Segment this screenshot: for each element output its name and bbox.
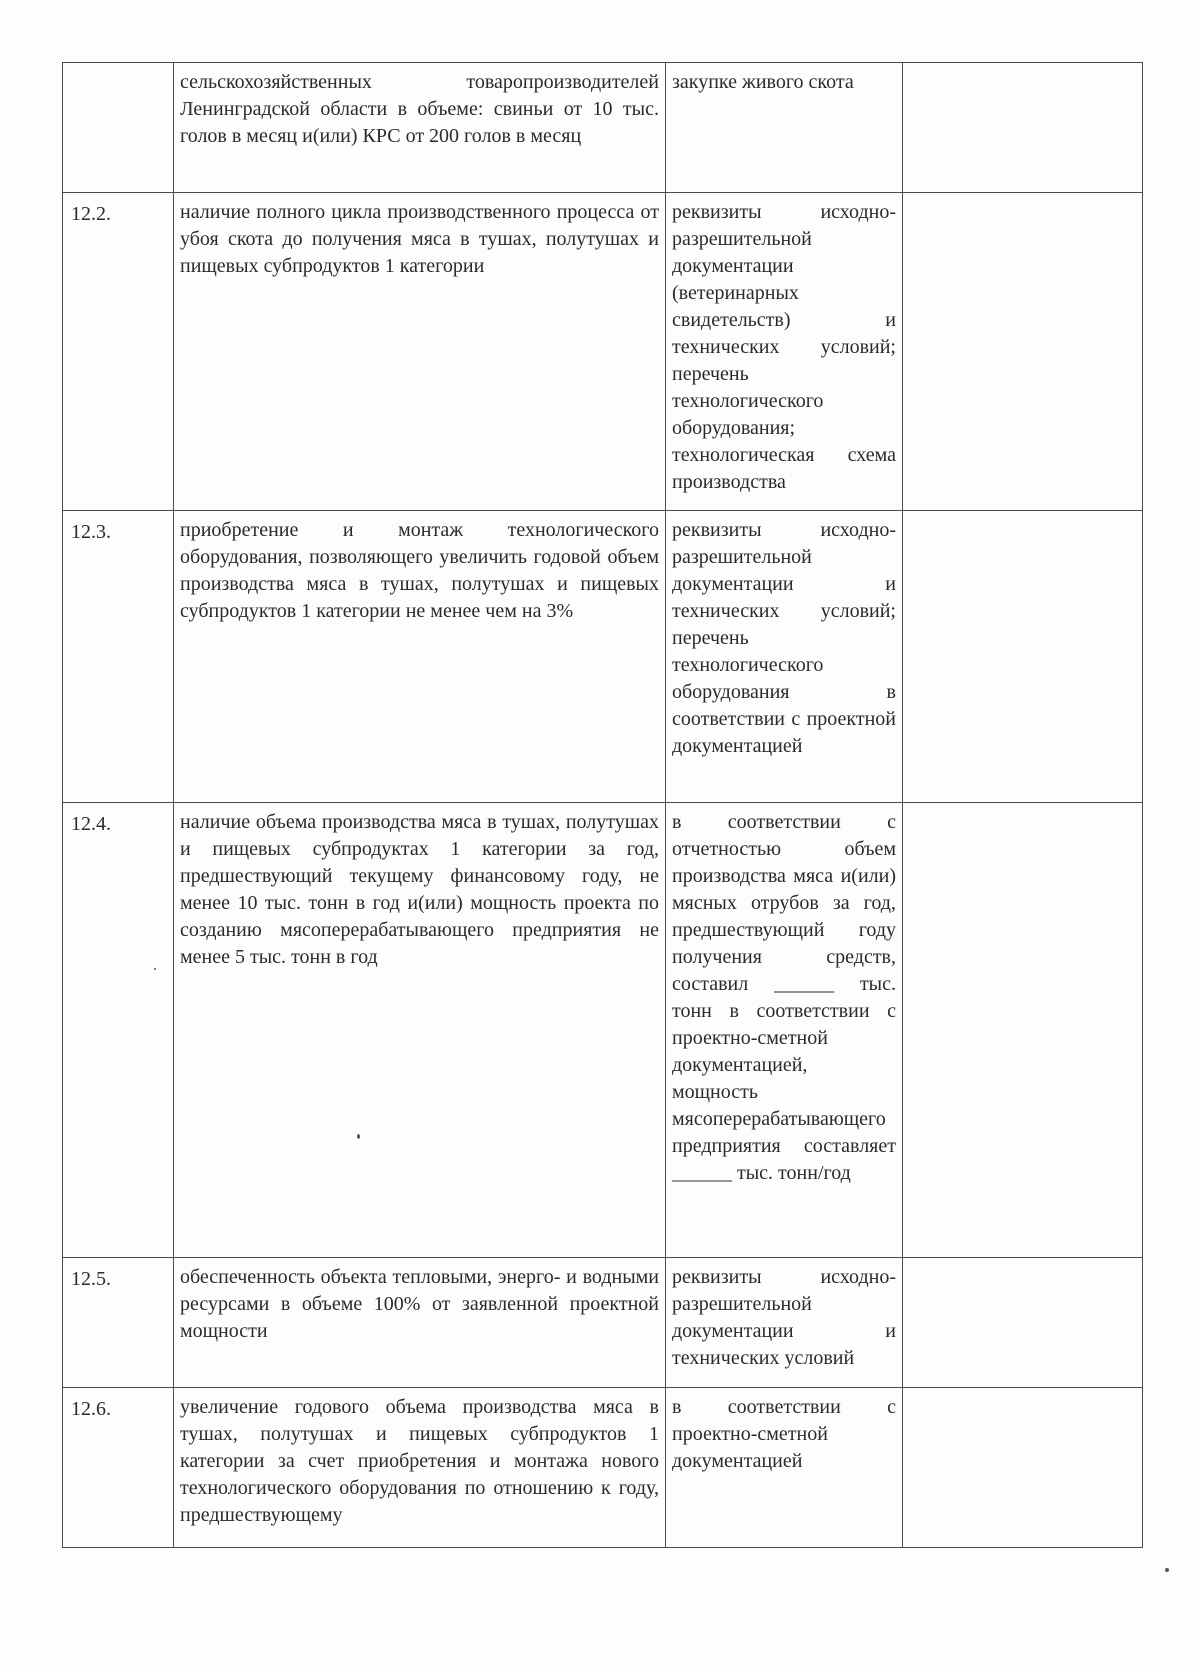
table-row	[63, 193, 1143, 511]
criterion-cell: наличие полного цикла производственного процесса от убоя скота до получения мяса в тушах, полутушах и пищевых субпродуктов 1 категории	[174, 193, 666, 511]
row-number: 12.4.	[63, 803, 174, 1258]
criterion-cell: увеличение годового объема производства мяса в тушах, полутушах и пищевых субпродуктов 1 категории за счет приобретения и монтажа нового технологического оборудования по отношению к году, предшествующему	[174, 1388, 666, 1548]
table-row	[63, 803, 1143, 1258]
blank-cell	[903, 511, 1143, 803]
document-cell: реквизиты исходно-разрешительной документации и технических условий	[666, 1258, 903, 1388]
document-cell: в соответствии с отчетностью объем производства мяса и(или) мясных отрубов за год, предшествующий году получения средств, составил ______ тыс. тонн в соответствии с проектно-сметной документацией, мощность мясоперерабатывающего предприятия составляет ______ тыс. тонн/год	[666, 803, 903, 1258]
criterion-cell: наличие объема производства мяса в тушах, полутушах и пищевых субпродуктах 1 категории за год, предшествующий текущему финансовому году, не менее 10 тыс. тонн в год и(или) мощность проекта по созданию мясоперерабатывающего предприятия не менее 5 тыс. тонн в год	[174, 803, 666, 1258]
criterion-cell: обеспеченность объекта тепловыми, энерго- и водными ресурсами в объеме 100% от заявленной проектной мощности	[174, 1258, 666, 1388]
blank-cell	[903, 193, 1143, 511]
row-number: 12.2.	[63, 193, 174, 511]
blank-cell	[903, 1388, 1143, 1548]
document-cell: закупке живого скота	[666, 63, 903, 193]
criterion-cell: приобретение и монтаж технологического оборудования, позволяющего увеличить годовой объем производства мяса в тушах, полутушах и пищевых субпродуктов 1 категории не менее чем на 3%	[174, 511, 666, 803]
scan-speck	[357, 1134, 360, 1139]
criteria-table	[62, 62, 1143, 1548]
table-row	[63, 63, 1143, 193]
row-number: 12.3.	[63, 511, 174, 803]
row-number	[63, 63, 174, 193]
criterion-cell: сельскохозяйственных товаропроизводителей Ленинградской области в объеме: свиньи от 10 тыс. голов в месяц и(или) КРС от 200 голов в месяц	[174, 63, 666, 193]
table-row	[63, 511, 1143, 803]
document-cell: реквизиты исходно-разрешительной документации (ветеринарных свидетельств) и технических условий; перечень технологического оборудования; технологическая схема производства	[666, 193, 903, 511]
blank-cell	[903, 63, 1143, 193]
blank-cell	[903, 803, 1143, 1258]
table-row	[63, 1258, 1143, 1388]
document-cell: реквизиты исходно-разрешительной документации и технических условий; перечень технологического оборудования в соответствии с проектной документацией	[666, 511, 903, 803]
row-number: 12.6.	[63, 1388, 174, 1548]
scan-speck	[154, 968, 156, 970]
row-number: 12.5.	[63, 1258, 174, 1388]
scan-speck	[1165, 1568, 1169, 1572]
document-cell: в соответствии с проектно-сметной документацией	[666, 1388, 903, 1548]
blank-cell	[903, 1258, 1143, 1388]
table-row	[63, 1388, 1143, 1548]
